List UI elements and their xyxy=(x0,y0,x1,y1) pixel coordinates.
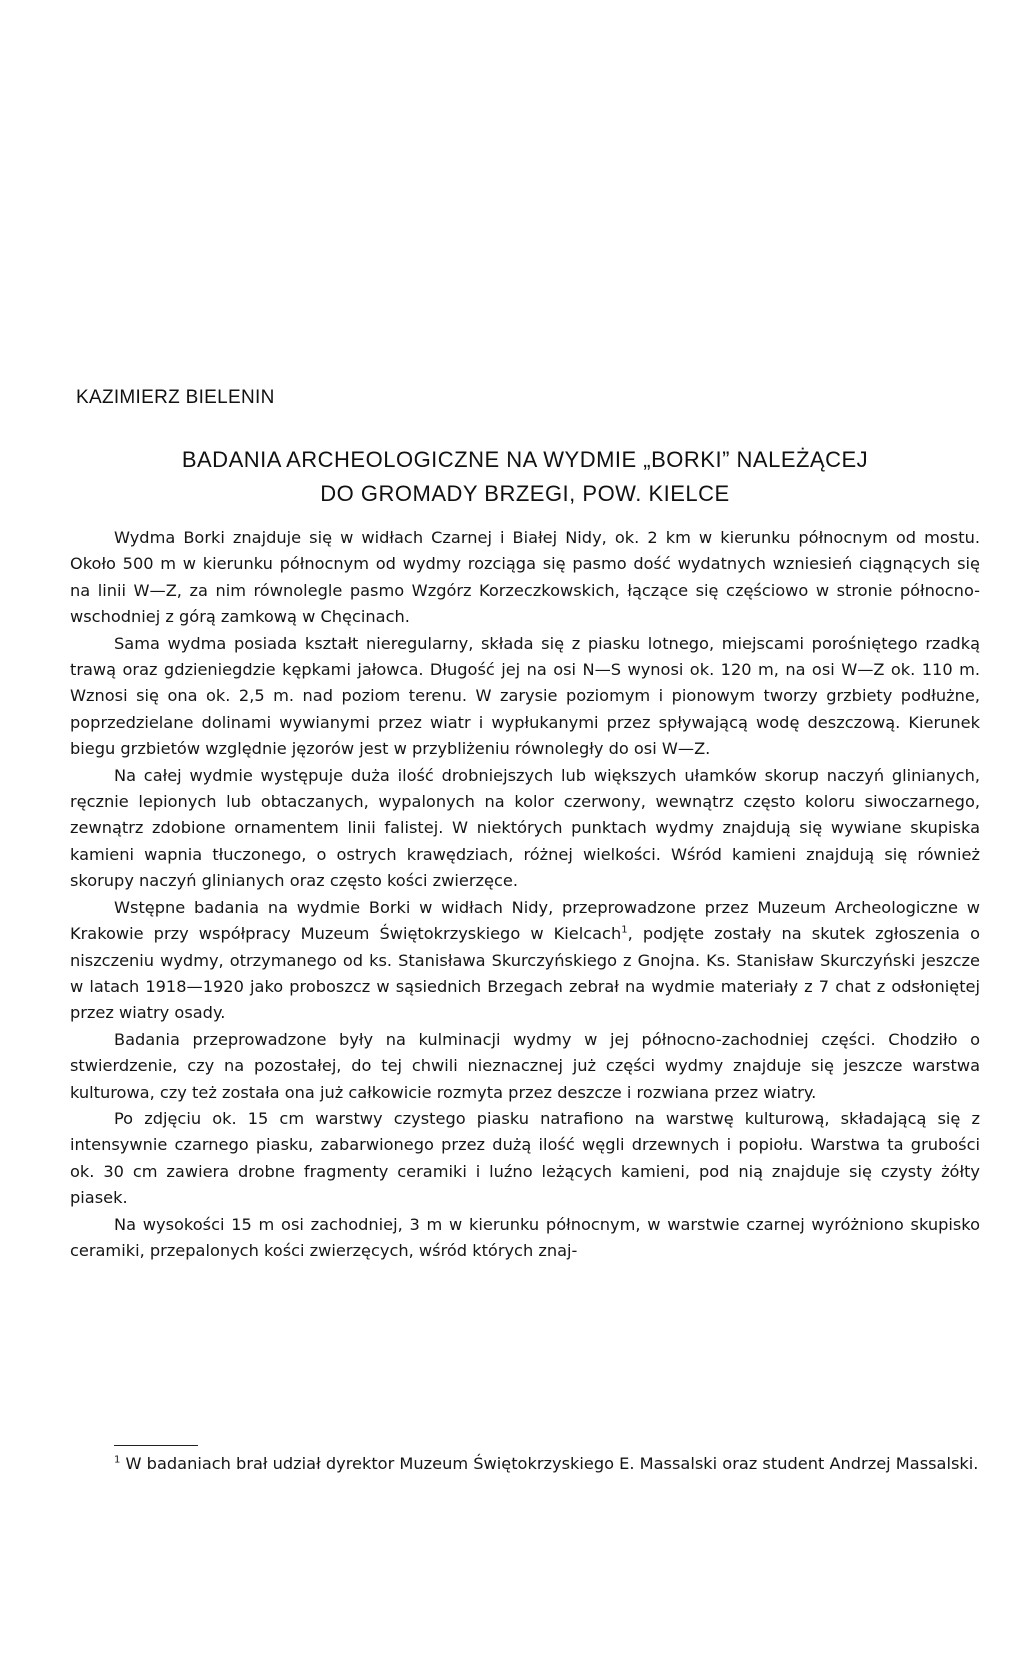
paragraph-1: Wydma Borki znajduje się w widłach Czarnej i Białej Nidy, ok. 2 km w kierunku północnym od mostu. Około 500 m w kierunku północnym od wydmy rozciąga się pasmo dość wydatnych wzniesień ciągnących się na linii W—Z, za nim równolegle pasmo Wzgórz Korzeczkowskich, łączące się częściowo w stronie północno-wschodniej z górą zamkową w Chęcinach. xyxy=(70,528,980,627)
footnote-text: W badaniach brał udział dyrektor Muzeum Świętokrzyskiego E. Massalski oraz student Andrzej Massalski. xyxy=(125,1454,979,1473)
footnote-reference: 1 xyxy=(621,924,628,936)
paragraph-6: Po zdjęciu ok. 15 cm warstwy czystego piasku natrafiono na warstwę kulturową, składającą się z intensywnie czarnego piasku, zabarwionego przez dużą ilość węgli drzewnych i popiołu. Warstwa ta grubości ok. 30 cm zawiera drobne fragmenty ceramiki i luźno leżących kamieni, pod nią znajduje się czysty żółty piasek. xyxy=(70,1108,980,1208)
paragraph-3: Na całej wydmie występuje duża ilość drobniejszych lub większych ułamków skorup naczyń glinianych, ręcznie lepionych lub obtaczanych, wypalonych na kolor czerwony, wewnątrz często koloru siwoczarnego, zewnątrz zdobione ornamentem linii falistej. W niektórych punktach wydmy znajdują się wywiane skupiska kamieni wapnia tłuczonego, o ostrych krawędziach, różnej wielkości. Wśród kamieni znajdują się również skorupy naczyń glinianych oraz często kości zwierzęce. xyxy=(70,765,980,891)
footnote-separator xyxy=(114,1445,198,1446)
title-line-1: BADANIA ARCHEOLOGICZNE NA WYDMIE „BORKI” NALEŻĄCEJ xyxy=(181,447,869,472)
paragraph-2: Sama wydma posiada kształt nieregularny, składa się z piasku lotnego, miejscami porośniętego rzadką trawą oraz gdzieniegdzie kępkami jałowca. Długość jej na osi N—S wynosi ok. 120 m, na osi W—Z ok. 110 m. Wznosi się ona ok. 2,5 m. nad poziom terenu. W zarysie poziomym i pionowym tworzy grzbiety podłużne, poprzedzielane dolinami wywianymi przez wiatr i wypłukanymi przez spływającą wodę deszczową. Kierunek biegu grzbietów względnie jęzorów jest w przybliżeniu równoległy do osi W—Z. xyxy=(70,633,980,759)
article-title xyxy=(70,443,980,511)
article-body xyxy=(70,525,980,1264)
footnote xyxy=(70,1451,980,1477)
footnote-marker: 1 xyxy=(114,1454,121,1466)
paragraph-4-text-a: Wstępne badania na wydmie Borki w widłach Nidy, przeprowadzone przez Muzeum Archeologiczne w Krakowie przy współpracy Muzeum Świętokrzyskiego w Kielcach xyxy=(70,897,980,944)
title-line-2: DO GROMADY BRZEGI, POW. KIELCE xyxy=(320,481,730,506)
paragraph-7: Na wysokości 15 m osi zachodniej, 3 m w kierunku północnym, w warstwie czarnej wyróżniono skupisko ceramiki, przepalonych kości zwierzęcych, wśród których znaj- xyxy=(70,1214,980,1260)
document-page xyxy=(70,0,980,1664)
author-name: KAZIMIERZ BIELENIN xyxy=(76,387,275,408)
paragraph-4 xyxy=(70,895,980,1027)
paragraph-4-text-b: , podjęte zostały na skutek zgłoszenia o niszczeniu wydmy, otrzymanego od ks. Stanisława Skurczyńskiego z Gnojna. Ks. Stanisław Skurczyński jeszcze w latach 1918—1920 jako proboszcz w sąsiednich Brzegach zebrał na wydmie materiały z 7 chat z odsłoniętej przez wiatry osady. xyxy=(70,924,980,1023)
paragraph-5: Badania przeprowadzone były na kulminacji wydmy w jej północno-zachodniej części. Chodziło o stwierdzenie, czy na pozostałej, do tej chwili nieznacznej już części wydmy znajduje się jeszcze warstwa kulturowa, czy też została ona już całkowicie rozmyta przez deszcze i rozwiana przez wiatry. xyxy=(70,1029,980,1102)
